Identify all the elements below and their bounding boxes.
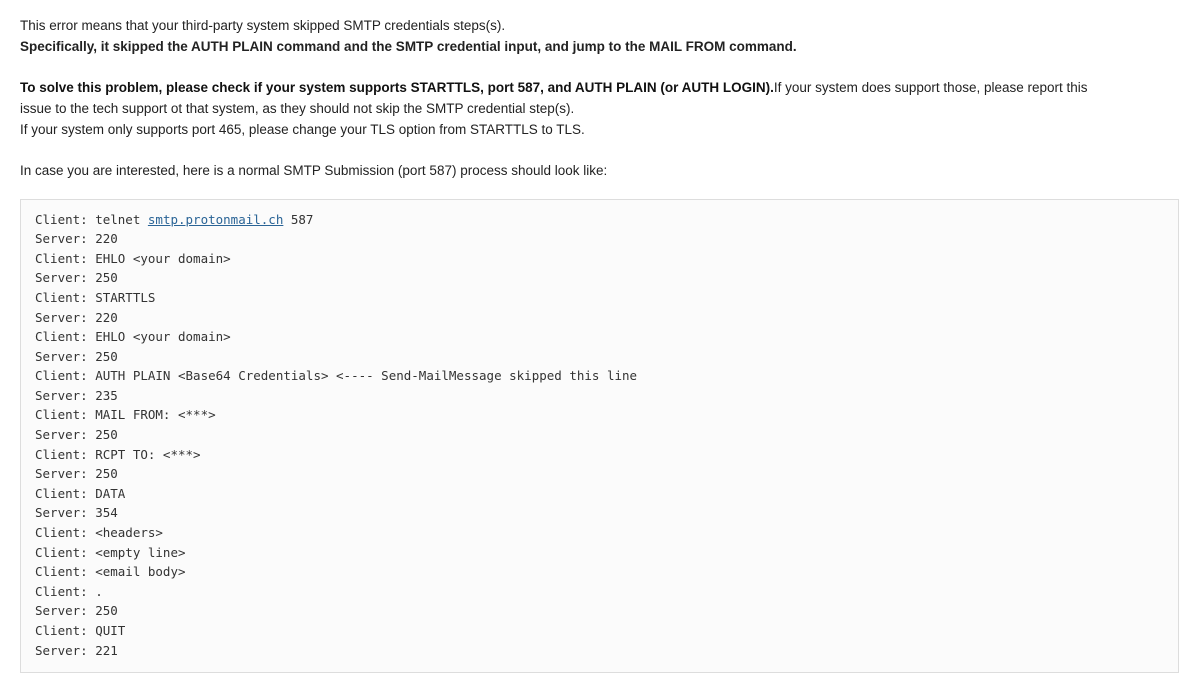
code-line: Client: <headers> (35, 525, 163, 541)
code-line: Server: 250 (35, 270, 118, 286)
code-line: Client: . (35, 583, 103, 599)
code-line: Client: STARTTLS (35, 289, 156, 305)
smtp-host-link[interactable]: smtp.protonmail.ch (147, 211, 284, 227)
intro-line-2: Specifically, it skipped the AUTH PLAIN command and the SMTP credential input, and jump to the MAIL FROM command. (20, 38, 797, 54)
code-line: Server: 220 (35, 309, 118, 325)
code-line: Client: MAIL FROM: <***> (35, 407, 216, 423)
example-intro: In case you are interested, here is a normal SMTP Submission (port 587) process should look like: (20, 162, 608, 178)
code-line: Server: 250 (35, 603, 118, 619)
code-line: Server: 250 (35, 427, 118, 443)
code-line: Server: 354 (35, 505, 118, 521)
code-line: Server: 221 (35, 642, 118, 658)
code-telnet-suffix: 587 (283, 211, 314, 227)
spacer-1 (20, 58, 1180, 78)
code-line: Client: EHLO <your domain> (35, 250, 231, 266)
code-line: Client: QUIT (35, 623, 126, 638)
solution-lead-paragraph (20, 78, 1180, 99)
code-telnet-prefix: Client: telnet (35, 211, 148, 227)
code-line: Client: DATA (35, 485, 126, 501)
spacer-2 (20, 141, 1180, 161)
code-line: Client: AUTH PLAIN <Base64 Credentials> <---- Send-MailMessage skipped this line (35, 368, 638, 384)
code-line-telnet (35, 210, 1164, 230)
code-line: Server: 250 (35, 348, 118, 364)
code-line: Server: 250 (35, 466, 118, 482)
solution-bold-lead: To solve this problem, please check if your system supports STARTTLS, port 587, and AUTH PLAIN (or AUTH LOGIN). (20, 79, 774, 95)
solution-line-3: If your system only supports port 465, please change your TLS option from STARTTLS to TLS. (20, 121, 585, 137)
code-line: Client: RCPT TO: <***> (35, 446, 201, 462)
intro-line-1: This error means that your third-party system skipped SMTP credentials steps(s). (20, 18, 506, 33)
smtp-transcript-lines (35, 229, 1164, 660)
solution-line-2: issue to the tech support ot that system, as they should not skip the SMTP credential step(s). (20, 100, 575, 116)
solution-lead-tail: If your system does support those, please report this (773, 79, 1088, 95)
smtp-transcript-box (20, 199, 1179, 674)
code-line: Server: 235 (35, 387, 118, 403)
code-line: Client: EHLO <your domain> (35, 329, 231, 345)
code-line: Server: 220 (35, 231, 118, 247)
code-line: Client: <email body> (35, 564, 186, 580)
code-line: Client: <empty line> (35, 544, 186, 560)
